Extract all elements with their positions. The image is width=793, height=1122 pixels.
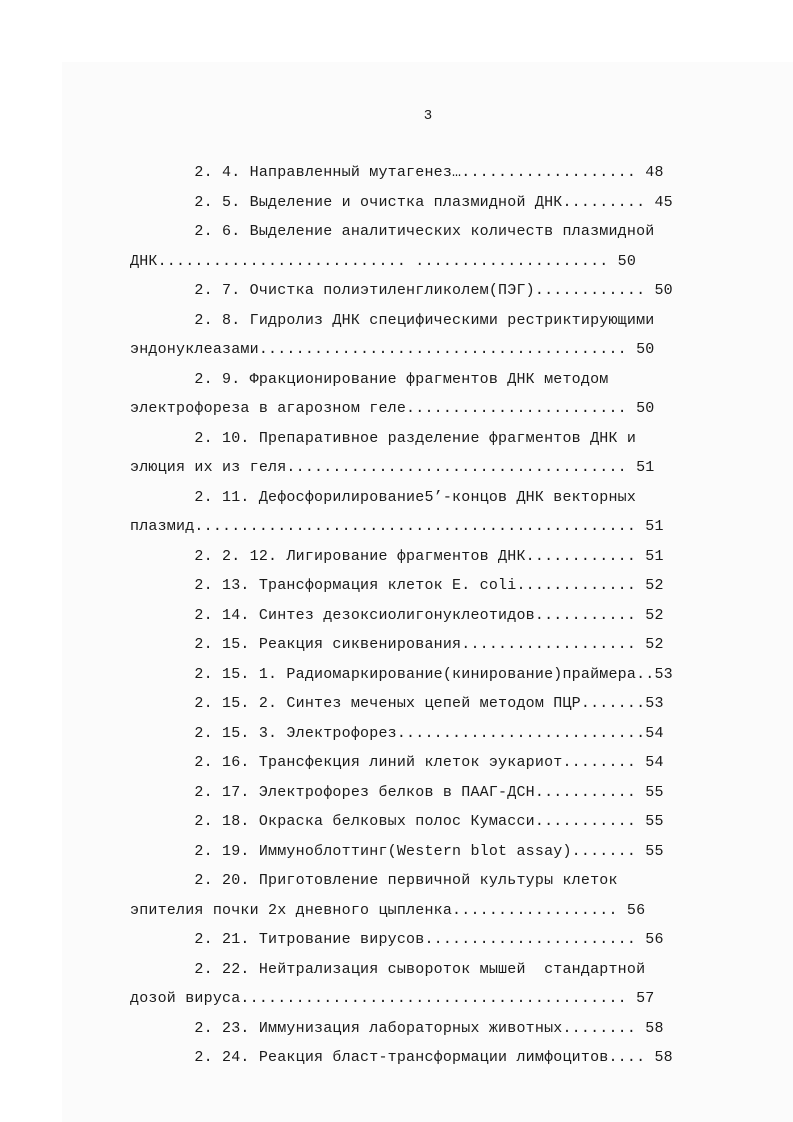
toc-entry-continuation: эпителия почки 2х дневного цыпленка.................. 56 bbox=[130, 901, 646, 919]
toc-entry: 2. 11. Дефосфорилирование5’-концов ДНК векторных bbox=[130, 488, 637, 506]
toc-entry: 2. 18. Окраска белковых полос Кумасси........... 55 bbox=[130, 813, 664, 830]
toc-entry: 2. 2. 12. Лигирование фрагментов ДНК............ 51 bbox=[130, 547, 664, 565]
toc-entry-continuation: дозой вируса.......................................... 57 bbox=[130, 990, 655, 1007]
toc-entry: 2. 24. Реакция бласт-трансформации лимфоцитов.... 58 bbox=[130, 1049, 673, 1066]
toc-entry: 2. 9. Фракционирование фрагментов ДНК методом bbox=[130, 370, 609, 388]
toc-entry: 2. 20. Приготовление первичной культуры клеток bbox=[130, 872, 618, 889]
toc-entry: 2. 15. 1. Радиомаркирование(кинирование)праймера..53 bbox=[130, 665, 673, 683]
toc-entry: 2. 15. Реакция сиквенирования................... 52 bbox=[130, 636, 664, 653]
table-of-contents bbox=[130, 158, 730, 1073]
toc-entry: 2. 22. Нейтрализация сывороток мышей стандартной bbox=[130, 960, 646, 978]
toc-entry: 2. 6. Выделение аналитических количеств плазмидной bbox=[130, 223, 655, 240]
toc-entry: 2. 21. Титрование вирусов....................... 56 bbox=[130, 931, 664, 948]
toc-entry: 2. 10. Препаративное разделение фрагментов ДНК и bbox=[130, 429, 637, 447]
toc-entry: 2. 15. 2. Синтез меченых цепей методом ПЦР.......53 bbox=[130, 695, 664, 712]
toc-entry: 2. 7. Очистка полиэтиленгликолем(ПЭГ)............ 50 bbox=[130, 282, 673, 299]
toc-entry-continuation: эндонуклеазами........................................ 50 bbox=[130, 341, 655, 358]
toc-entry-continuation: ДНК........................... ..................... 50 bbox=[130, 252, 637, 270]
toc-entry: 2. 17. Электрофорез белков в ПААГ-ДСН........... 55 bbox=[130, 783, 664, 801]
toc-entry-continuation: элюция их из геля..................................... 51 bbox=[130, 459, 655, 476]
toc-entry-continuation: электрофореза в агарозном геле........................ 50 bbox=[130, 400, 655, 417]
toc-entry: 2. 19. Иммуноблоттинг(Western blot assay)....... 55 bbox=[130, 842, 664, 860]
page-number: 3 bbox=[423, 108, 433, 124]
toc-entry: 2. 4. Направленный мутагенез…................... 48 bbox=[130, 164, 664, 181]
toc-entry: 2. 13. Трансформация клеток E. coli............. 52 bbox=[130, 577, 664, 594]
toc-entry: 2. 5. Выделение и очистка плазмидной ДНК......... 45 bbox=[130, 193, 673, 211]
toc-entry: 2. 14. Синтез дезоксиолигонуклеотидов........... 52 bbox=[130, 606, 664, 624]
toc-entry: 2. 23. Иммунизация лабораторных животных........ 58 bbox=[130, 1019, 664, 1037]
toc-entry-continuation: плазмид................................................ 51 bbox=[130, 518, 664, 535]
toc-entry: 2. 16. Трансфекция линий клеток эукариот........ 54 bbox=[130, 754, 664, 771]
toc-entry: 2. 8. Гидролиз ДНК специфическими рестриктирующими bbox=[130, 311, 655, 329]
toc-entry: 2. 15. 3. Электрофорез...........................54 bbox=[130, 724, 664, 742]
